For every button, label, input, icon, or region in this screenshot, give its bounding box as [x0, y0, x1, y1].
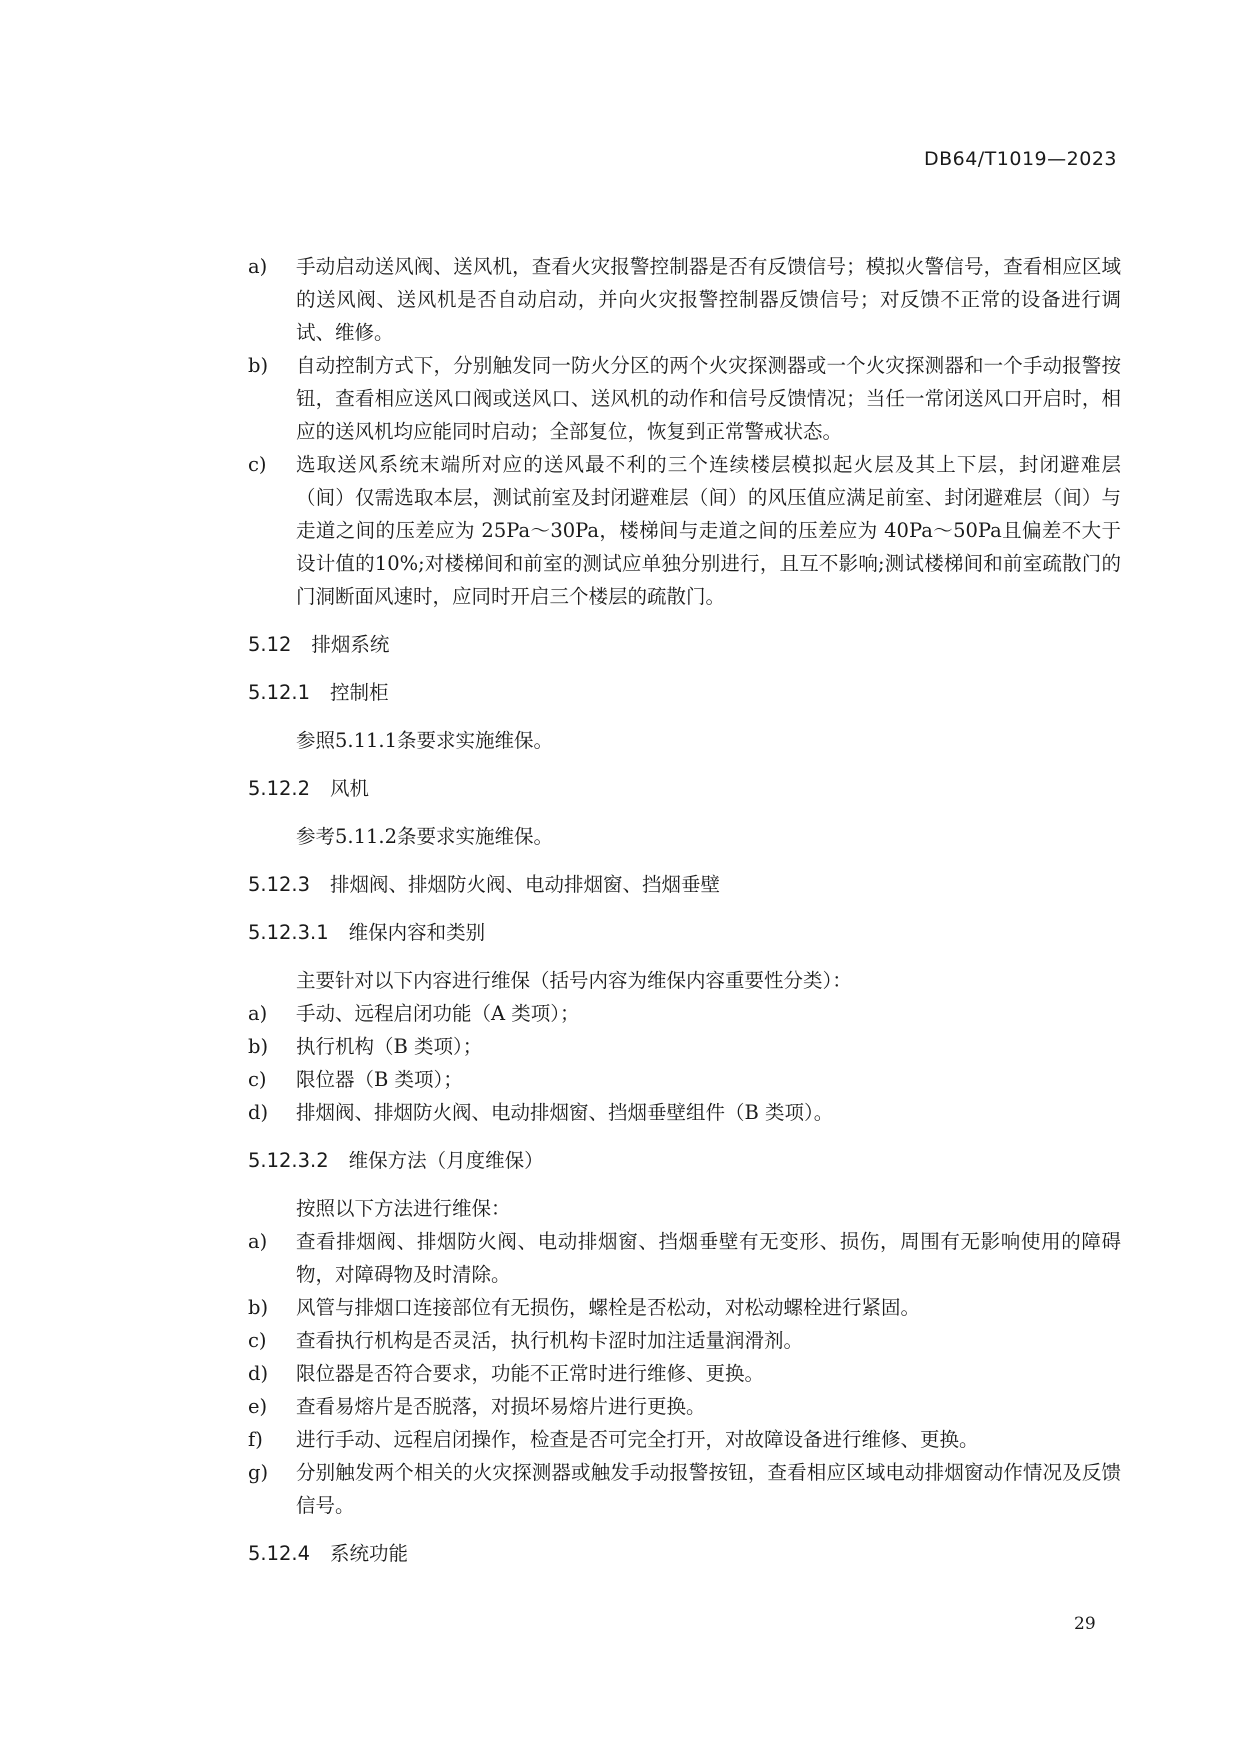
- list-text: 进行手动、远程启闭操作，检查是否可完全打开，对故障设备进行维修、更换。: [296, 1428, 979, 1451]
- list-item: [248, 1063, 1121, 1096]
- list-item: [248, 349, 1121, 448]
- list-marker: a): [248, 1002, 268, 1025]
- list-marker: c): [248, 453, 267, 476]
- section-number: 5.12.3: [248, 873, 311, 896]
- list-item: [248, 1357, 1121, 1390]
- list-text: 选取送风系统末端所对应的送风最不利的三个连续楼层模拟起火层及其上下层，封闭避难层（间）仅需选取本层，测试前室及封闭避难层（间）的风压值应满足前室、封闭避难层（间）与走道之间的压差应为 25Pa～30Pa，楼梯间与走道之间的压差应为 40Pa～50Pa且偏差不大于设计值的10%;对楼梯间和前室的测试应单独分别进行，且互不影响;测试楼梯间和前室疏散门的门洞断面风速时，应同时开启三个楼层的疏散门。: [296, 453, 1121, 608]
- section-heading-5-12: [248, 628, 1121, 661]
- document-code: DB64/T1019—2023: [923, 148, 1117, 170]
- section-title: 控制柜: [330, 681, 389, 704]
- section-number: 5.12.4: [248, 1542, 311, 1565]
- section-number: 5.12.1: [248, 681, 311, 704]
- section-title: 维保方法（月度维保）: [348, 1149, 544, 1172]
- list-marker: c): [248, 1068, 267, 1091]
- list-item: [248, 1096, 1121, 1129]
- list-item: [248, 1291, 1121, 1324]
- list-text: 查看执行机构是否灵活，执行机构卡涩时加注适量润滑剂。: [296, 1329, 804, 1352]
- list-text: 执行机构（B 类项）；: [296, 1035, 483, 1058]
- list-item: [248, 1225, 1121, 1291]
- list-marker: c): [248, 1329, 267, 1352]
- list-marker: b): [248, 354, 269, 377]
- list-item: [248, 250, 1121, 349]
- list-text: 查看易熔片是否脱落，对损坏易熔片进行更换。: [296, 1395, 706, 1418]
- list-text: 查看排烟阀、排烟防火阀、电动排烟窗、挡烟垂壁有无变形、损伤，周围有无影响使用的障碍物，对障碍物及时清除。: [296, 1230, 1121, 1286]
- section-title: 维保内容和类别: [348, 921, 486, 944]
- list-marker: a): [248, 1230, 268, 1253]
- list-item: [248, 1456, 1121, 1522]
- list-marker: b): [248, 1296, 269, 1319]
- section-number: 5.12.3.1: [248, 921, 329, 944]
- section-title: 排烟阀、排烟防火阀、电动排烟窗、挡烟垂壁: [330, 873, 721, 896]
- list-text: 自动控制方式下，分别触发同一防火分区的两个火灾探测器或一个火灾探测器和一个手动报警按钮，查看相应送风口阀或送风口、送风机的动作和信号反馈情况；当任一常闭送风口开启时，相应的送风机均应能同时启动；全部复位，恢复到正常警戒状态。: [296, 354, 1121, 443]
- paragraph: 参照5.11.1条要求实施维保。: [296, 729, 554, 752]
- list-marker: b): [248, 1035, 269, 1058]
- section-heading-5-12-3-1: [248, 916, 1121, 949]
- section-title: 排烟系统: [311, 633, 390, 656]
- paragraph: 参考5.11.2条要求实施维保。: [296, 825, 554, 848]
- list-marker: a): [248, 255, 268, 278]
- list-marker: g): [248, 1461, 269, 1484]
- section-title: 风机: [330, 777, 370, 800]
- section-number: 5.12: [248, 633, 292, 656]
- list-marker: f): [248, 1428, 263, 1451]
- list-item: [248, 1324, 1121, 1357]
- list-text: 手动、远程启闭功能（A 类项）；: [296, 1002, 580, 1025]
- section-title: 系统功能: [330, 1542, 409, 1565]
- list-text: 限位器（B 类项）；: [296, 1068, 463, 1091]
- list-item: [248, 997, 1121, 1030]
- page-body: [248, 250, 1121, 1585]
- list-text: 排烟阀、排烟防火阀、电动排烟窗、挡烟垂壁组件（B 类项）。: [296, 1101, 834, 1124]
- section-number: 5.12.2: [248, 777, 311, 800]
- paragraph: 按照以下方法进行维保：: [296, 1197, 511, 1220]
- list-text: 限位器是否符合要求，功能不正常时进行维修、更换。: [296, 1362, 765, 1385]
- list-item: [248, 1030, 1121, 1063]
- list-item: [248, 448, 1121, 613]
- section-heading-5-12-3-2: [248, 1144, 1121, 1177]
- section-heading-5-12-2: [248, 772, 1121, 805]
- list-item: [248, 1423, 1121, 1456]
- list-marker: e): [248, 1395, 268, 1418]
- page-number: 29: [1074, 1614, 1096, 1634]
- section-heading-5-12-3: [248, 868, 1121, 901]
- section-heading-5-12-4: [248, 1537, 1121, 1570]
- section-heading-5-12-1: [248, 676, 1121, 709]
- list-marker: d): [248, 1101, 269, 1124]
- paragraph: 主要针对以下内容进行维保（括号内容为维保内容重要性分类）：: [296, 969, 852, 992]
- list-text: 分别触发两个相关的火灾探测器或触发手动报警按钮，查看相应区域电动排烟窗动作情况及反馈信号。: [296, 1461, 1121, 1517]
- list-text: 风管与排烟口连接部位有无损伤，螺栓是否松动，对松动螺栓进行紧固。: [296, 1296, 921, 1319]
- list-marker: d): [248, 1362, 269, 1385]
- list-text: 手动启动送风阀、送风机，查看火灾报警控制器是否有反馈信号；模拟火警信号，查看相应区域的送风阀、送风机是否自动启动，并向火灾报警控制器反馈信号；对反馈不正常的设备进行调试、维修。: [296, 255, 1121, 344]
- list-item: [248, 1390, 1121, 1423]
- section-number: 5.12.3.2: [248, 1149, 329, 1172]
